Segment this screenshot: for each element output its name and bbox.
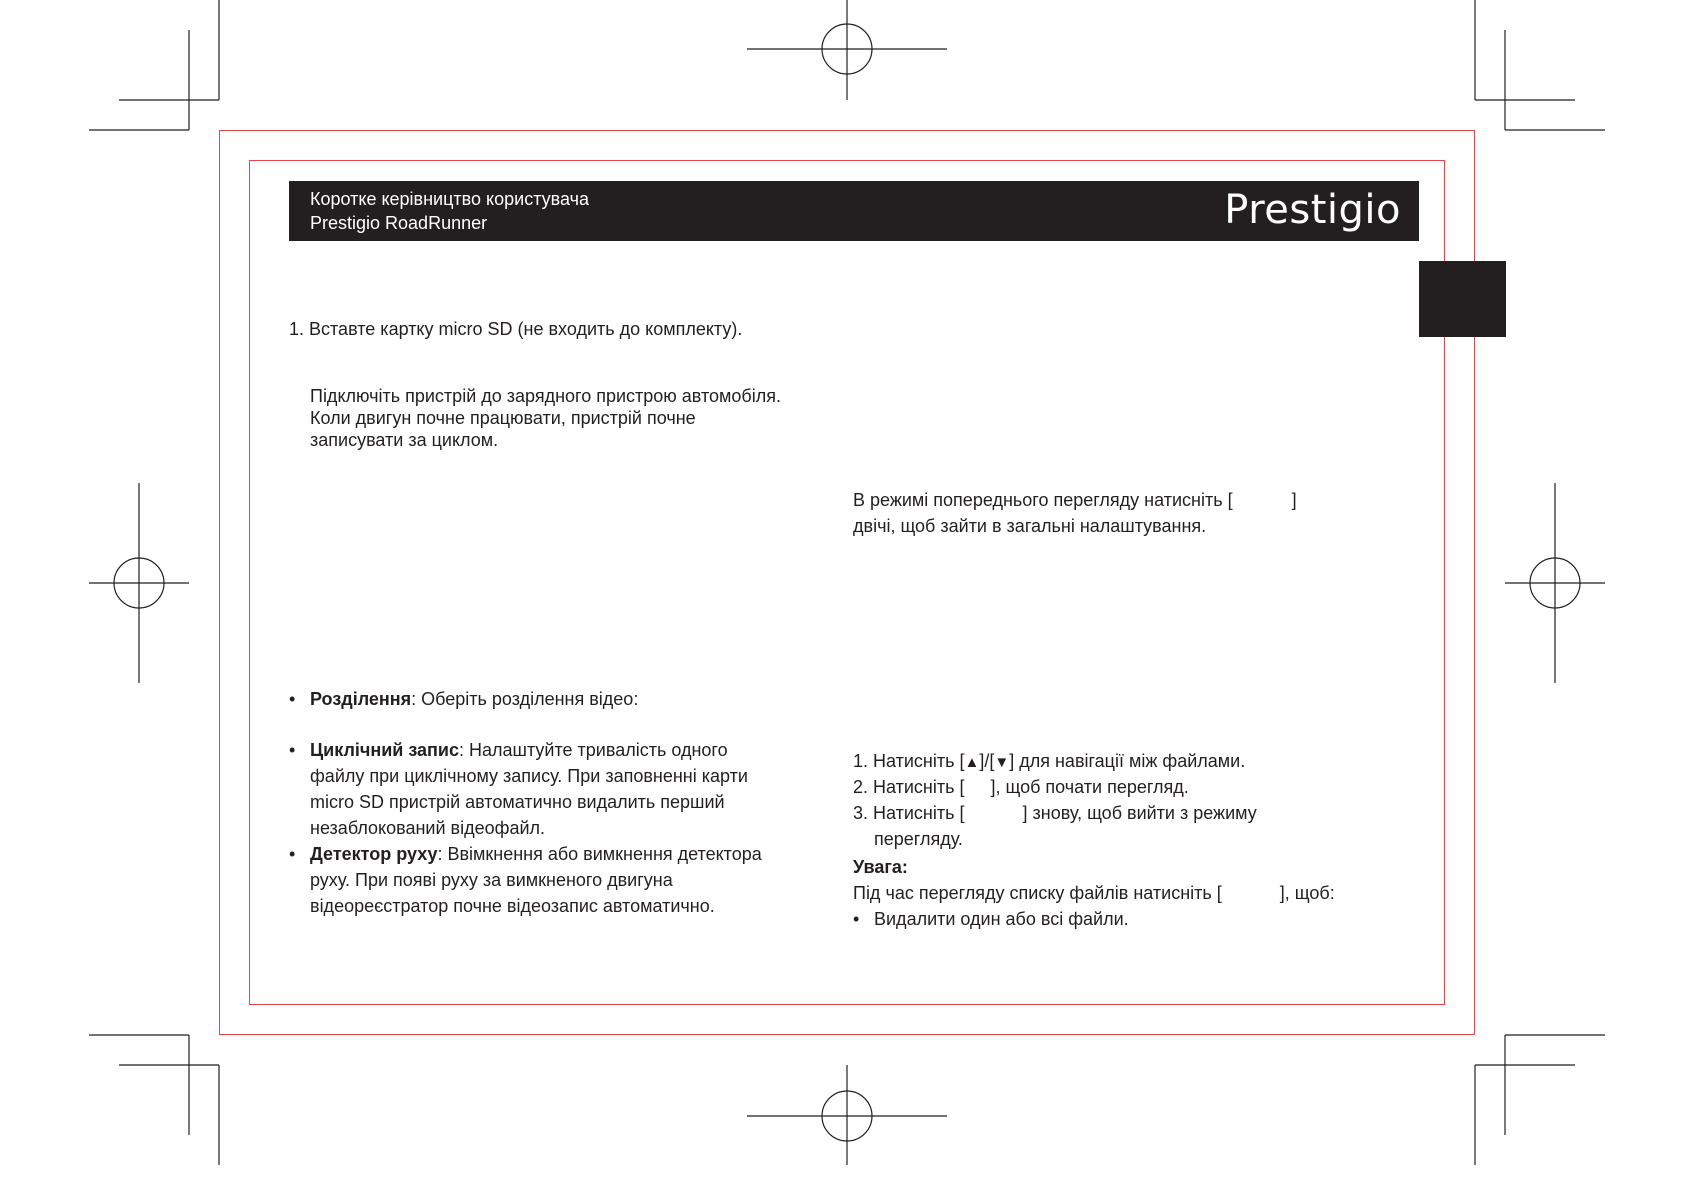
note-text <box>853 880 1335 906</box>
arrow-up-icon: ▲ <box>964 754 980 771</box>
note-bullet-text: Видалити один або всі файли. <box>874 909 1129 929</box>
term-motion-detector: Детектор руху <box>310 844 438 864</box>
registration-mark-top <box>747 0 947 100</box>
desc-motion-detector-line2: руху. При появі руху за вимкненого двигуна <box>310 870 673 890</box>
desc-loop-recording-line2: файлу при циклічному запису. При заповненні карти <box>310 766 748 786</box>
bullet-icon: • <box>289 740 296 760</box>
step-insert-sd: 1. Вставте картку micro SD (не входить до комплекту). <box>289 319 743 339</box>
playback-step3-cont: перегляду. <box>874 829 963 849</box>
desc-loop-recording-line1: : Налаштуйте тривалість одного <box>459 740 728 760</box>
playback-step3-b: ] знову, щоб вийти з режиму <box>1022 803 1257 823</box>
note-text-a: Під час перегляду списку файлів натисніть [ <box>853 883 1222 903</box>
note-bullet-item <box>853 906 1129 932</box>
playback-step2-a: 2. Натисніть [ <box>853 777 965 797</box>
playback-step1-mid: ]/[ <box>979 751 995 771</box>
settings-text-b: ] <box>1291 490 1297 510</box>
list-item-loop-recording <box>289 737 728 763</box>
playback-step3 <box>853 800 1257 826</box>
bullet-icon: • <box>289 689 296 709</box>
note-title: Увага: <box>853 857 908 877</box>
arrow-down-icon: ▼ <box>994 754 1010 771</box>
settings-text-a: В режимі попереднього перегляду натисніть [ <box>853 490 1233 510</box>
registration-mark-bottom <box>747 1065 947 1165</box>
playback-step1 <box>853 748 1245 776</box>
bullet-icon: • <box>289 844 296 864</box>
term-resolution: Розділення <box>310 689 412 709</box>
desc-loop-recording-line4: незаблокований відеофайл. <box>310 818 546 838</box>
list-item-motion-detector <box>289 841 762 867</box>
step-connect-line2: Коли двигун почне працювати, пристрій почне <box>310 408 696 428</box>
registration-mark-left <box>89 483 189 683</box>
step-connect-line1: Підключіть пристрій до зарядного пристрою автомобіля. <box>310 386 781 406</box>
header-title-line2: Prestigio RoadRunner <box>310 213 488 233</box>
list-item-resolution <box>289 686 639 712</box>
desc-resolution: : Оберіть розділення відео: <box>411 689 639 709</box>
desc-motion-detector-line3: відеореєстратор почне відеозапис автоматично. <box>310 896 715 916</box>
desc-motion-detector-line1: : Ввімкнення або вимкнення детектора <box>437 844 762 864</box>
note-text-b: ], щоб: <box>1279 883 1335 903</box>
step-connect-line3: записувати за циклом. <box>310 430 499 450</box>
playback-step1-b: ] для навігації між файлами. <box>1009 751 1246 771</box>
side-tab-marker <box>1419 261 1506 337</box>
header-title-line1: Коротке керівництво користувача <box>310 189 589 209</box>
header-bar <box>289 181 1419 241</box>
header-title <box>310 187 589 235</box>
playback-step2 <box>853 774 1189 800</box>
term-loop-recording: Циклічний запис <box>310 740 460 760</box>
desc-loop-recording-line3: micro SD пристрій автоматично видалить перший <box>310 792 725 812</box>
settings-instruction-line1 <box>853 487 1297 513</box>
settings-instruction-line2: двічі, щоб зайти в загальні налаштування. <box>853 516 1207 536</box>
registration-mark-right <box>1505 483 1605 683</box>
playback-step1-a: 1. Натисніть [ <box>853 751 965 771</box>
prestigio-logo: Prestigio <box>1224 187 1401 233</box>
playback-step2-b: ], щоб почати перегляд. <box>990 777 1189 797</box>
playback-step3-a: 3. Натисніть [ <box>853 803 965 823</box>
bullet-icon: • <box>853 909 860 929</box>
